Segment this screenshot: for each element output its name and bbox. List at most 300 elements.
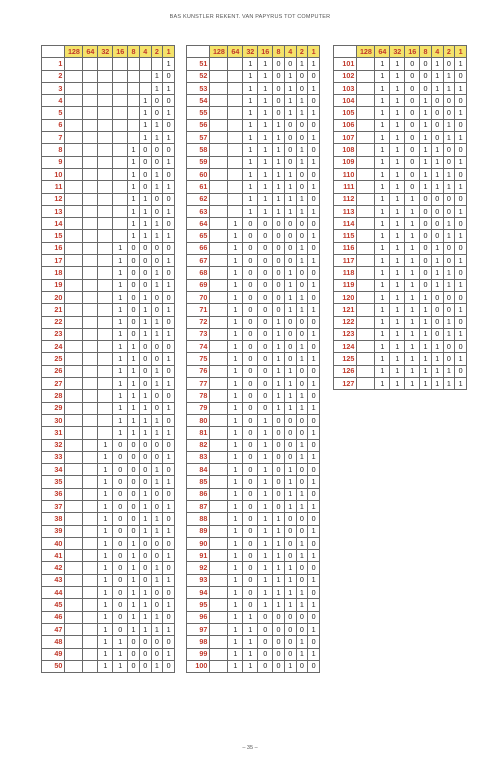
table-row [42, 513, 175, 525]
bit-cell: 0 [243, 574, 258, 586]
bit-cell: 0 [258, 611, 273, 623]
bit-cell: 0 [243, 230, 258, 242]
bit-cell: 1 [284, 402, 296, 414]
bit-cell [113, 95, 128, 107]
bit-cell: 0 [284, 255, 296, 267]
bit-cell [210, 390, 228, 402]
bit-cell [357, 304, 375, 316]
bit-cell [113, 181, 128, 193]
table-row [187, 525, 320, 537]
bit-cell: 0 [163, 488, 175, 500]
bit-cell: 0 [273, 427, 285, 439]
bit-cell: 0 [284, 427, 296, 439]
bit-cell: 0 [273, 304, 285, 316]
bit-cell: 1 [151, 611, 163, 623]
bit-cell [65, 550, 83, 562]
bit-cell: 0 [139, 451, 151, 463]
bit-cell: 0 [163, 660, 175, 672]
bit-cell: 0 [151, 402, 163, 414]
bit-cell: 0 [284, 144, 296, 156]
table-row [42, 119, 175, 131]
table-row [334, 328, 467, 340]
bit-cell [98, 181, 113, 193]
table-row [42, 414, 175, 426]
decimal-number: 37 [42, 500, 65, 512]
bit-cell: 0 [151, 156, 163, 168]
table-row [42, 353, 175, 365]
bit-cell: 1 [258, 414, 273, 426]
bit-cell: 1 [308, 599, 320, 611]
table-row [187, 402, 320, 414]
bit-cell: 1 [308, 328, 320, 340]
bit-cell [228, 144, 243, 156]
decimal-number: 22 [42, 316, 65, 328]
bit-cell: 0 [431, 193, 443, 205]
bit-cell [210, 70, 228, 82]
bit-cell [128, 95, 140, 107]
bit-cell: 0 [420, 205, 432, 217]
bit-cell [210, 291, 228, 303]
bit-cell: 0 [296, 181, 308, 193]
decimal-number: 1 [42, 58, 65, 70]
bit-cell: 1 [98, 660, 113, 672]
bit-cell: 0 [296, 119, 308, 131]
decimal-number: 90 [187, 537, 210, 549]
bit-cell: 1 [113, 365, 128, 377]
bit-cell: 1 [98, 550, 113, 562]
bit-cell: 1 [151, 525, 163, 537]
bit-cell: 0 [258, 218, 273, 230]
table-row [42, 82, 175, 94]
bit-cell: 0 [243, 267, 258, 279]
bit-cell: 1 [284, 181, 296, 193]
bit-cell [128, 70, 140, 82]
bit-cell: 1 [98, 525, 113, 537]
bit-cell [151, 58, 163, 70]
bit-cell: 1 [113, 353, 128, 365]
bit-cell: 0 [296, 132, 308, 144]
decimal-number: 111 [334, 181, 357, 193]
bit-cell: 1 [390, 144, 405, 156]
decimal-number: 92 [187, 562, 210, 574]
bit-cell: 1 [128, 341, 140, 353]
running-header: BAS KUNSTLER REKENT. VAN PAPYRUS TOT COMPUTER [169, 14, 331, 20]
bit-cell: 0 [405, 119, 420, 131]
table-row [334, 316, 467, 328]
bit-cell [139, 58, 151, 70]
bit-cell: 1 [113, 427, 128, 439]
bit-cell: 0 [128, 242, 140, 254]
bit-cell: 0 [139, 181, 151, 193]
bit-cell: 1 [296, 144, 308, 156]
bit-cell: 1 [405, 279, 420, 291]
bit-cell [65, 451, 83, 463]
bit-cell: 0 [296, 168, 308, 180]
bit-cell [128, 82, 140, 94]
bit-cell: 1 [163, 451, 175, 463]
bit-cell: 0 [163, 390, 175, 402]
decimal-number: 105 [334, 107, 357, 119]
bit-cell: 1 [98, 464, 113, 476]
decimal-number: 89 [187, 525, 210, 537]
decimal-number: 11 [42, 181, 65, 193]
bit-cell [210, 168, 228, 180]
bit-cell: 1 [243, 660, 258, 672]
decimal-number: 44 [42, 587, 65, 599]
bit-cell [65, 574, 83, 586]
bit-cell: 0 [284, 636, 296, 648]
bit-cell: 1 [284, 168, 296, 180]
bit-cell: 1 [284, 267, 296, 279]
bit-cell: 1 [375, 291, 390, 303]
bit-cell: 1 [455, 58, 467, 70]
bit-cell: 0 [163, 636, 175, 648]
bit-cell: 1 [228, 230, 243, 242]
bit-cell [83, 587, 98, 599]
bit-cell: 0 [273, 279, 285, 291]
bit-cell [65, 328, 83, 340]
bit-cell [83, 181, 98, 193]
bit-cell: 0 [151, 341, 163, 353]
decimal-number: 67 [187, 255, 210, 267]
bit-cell: 1 [113, 378, 128, 390]
bit-cell [128, 132, 140, 144]
bit-cell: 1 [273, 378, 285, 390]
bit-cell [98, 255, 113, 267]
decimal-number: 56 [187, 119, 210, 131]
bit-cell: 0 [151, 291, 163, 303]
bit-cell: 0 [128, 304, 140, 316]
bit-cell: 1 [258, 562, 273, 574]
bit-cell [210, 513, 228, 525]
decimal-number: 86 [187, 488, 210, 500]
decimal-number: 46 [42, 611, 65, 623]
table-row [42, 58, 175, 70]
bit-cell: 1 [273, 562, 285, 574]
bit-cell: 0 [284, 513, 296, 525]
column-header-4: 4 [284, 46, 296, 58]
bit-cell: 1 [273, 402, 285, 414]
bit-cell: 1 [273, 132, 285, 144]
bit-cell: 0 [443, 304, 455, 316]
bit-cell [83, 599, 98, 611]
bit-cell [228, 168, 243, 180]
bit-cell: 0 [455, 218, 467, 230]
table-row [187, 95, 320, 107]
bit-cell: 0 [455, 144, 467, 156]
bit-cell: 0 [284, 353, 296, 365]
bit-cell: 0 [296, 82, 308, 94]
bit-cell: 1 [163, 82, 175, 94]
table-row [187, 279, 320, 291]
page-number: – 35 – [242, 745, 258, 751]
column-header-128: 128 [210, 46, 228, 58]
bit-cell: 0 [243, 378, 258, 390]
table-row [42, 648, 175, 660]
bit-cell: 1 [390, 193, 405, 205]
bit-cell: 1 [443, 378, 455, 390]
bit-cell [98, 291, 113, 303]
bit-cell: 0 [258, 365, 273, 377]
bit-cell: 0 [296, 230, 308, 242]
bit-cell: 0 [443, 156, 455, 168]
bit-cell: 0 [284, 132, 296, 144]
table-row [334, 218, 467, 230]
bit-cell [65, 291, 83, 303]
bit-cell [65, 82, 83, 94]
decimal-number: 91 [187, 550, 210, 562]
bit-cell: 1 [258, 181, 273, 193]
bit-cell: 1 [258, 599, 273, 611]
decimal-number: 118 [334, 267, 357, 279]
decimal-number: 127 [334, 378, 357, 390]
bit-cell [210, 525, 228, 537]
bit-cell: 1 [113, 328, 128, 340]
table-row [42, 193, 175, 205]
table-row [42, 587, 175, 599]
bit-cell: 0 [431, 95, 443, 107]
bit-cell: 0 [455, 267, 467, 279]
bit-cell [357, 341, 375, 353]
bit-cell: 1 [443, 230, 455, 242]
bit-cell: 1 [455, 205, 467, 217]
decimal-number: 43 [42, 574, 65, 586]
bit-cell [98, 107, 113, 119]
bit-cell [357, 230, 375, 242]
table-row [42, 168, 175, 180]
bit-cell: 1 [163, 402, 175, 414]
bit-cell: 1 [163, 328, 175, 340]
bit-cell: 1 [113, 660, 128, 672]
table-row [42, 660, 175, 672]
bit-cell [65, 156, 83, 168]
bit-cell: 1 [443, 218, 455, 230]
bit-cell [65, 132, 83, 144]
bit-cell: 0 [139, 476, 151, 488]
column-header-32: 32 [243, 46, 258, 58]
bit-cell: 1 [128, 427, 140, 439]
table-row [42, 378, 175, 390]
decimal-number: 94 [187, 587, 210, 599]
bit-cell: 1 [405, 353, 420, 365]
bit-cell: 1 [258, 587, 273, 599]
bit-cell: 0 [113, 451, 128, 463]
column-header-64: 64 [228, 46, 243, 58]
bit-cell: 0 [243, 316, 258, 328]
bit-cell: 1 [296, 451, 308, 463]
bit-cell: 1 [163, 304, 175, 316]
bit-cell: 0 [296, 525, 308, 537]
bit-cell: 0 [273, 451, 285, 463]
bit-cell: 0 [420, 255, 432, 267]
bit-cell: 1 [139, 414, 151, 426]
bit-cell: 1 [98, 476, 113, 488]
bit-cell: 0 [139, 378, 151, 390]
bit-cell [98, 119, 113, 131]
bit-cell: 0 [284, 648, 296, 660]
bit-cell [228, 181, 243, 193]
bit-cell [98, 427, 113, 439]
bit-cell: 1 [273, 328, 285, 340]
bit-cell: 1 [308, 304, 320, 316]
bit-cell: 1 [375, 304, 390, 316]
bit-cell: 1 [139, 513, 151, 525]
column-header-8: 8 [420, 46, 432, 58]
bit-cell: 0 [243, 464, 258, 476]
bit-cell: 1 [455, 181, 467, 193]
bit-cell [65, 70, 83, 82]
bit-cell: 1 [139, 95, 151, 107]
bit-cell: 1 [163, 353, 175, 365]
bit-cell: 0 [420, 58, 432, 70]
bit-cell: 0 [243, 353, 258, 365]
bit-cell: 1 [258, 156, 273, 168]
decimal-number: 57 [187, 132, 210, 144]
bit-cell [65, 636, 83, 648]
bit-cell: 0 [273, 267, 285, 279]
decimal-number: 24 [42, 341, 65, 353]
bit-cell [210, 636, 228, 648]
bit-cell: 1 [455, 230, 467, 242]
bit-cell: 1 [273, 316, 285, 328]
decimal-number: 54 [187, 95, 210, 107]
bit-cell: 1 [273, 587, 285, 599]
decimal-number: 14 [42, 218, 65, 230]
bit-cell [113, 144, 128, 156]
bit-cell [210, 562, 228, 574]
bit-cell [83, 82, 98, 94]
bit-cell: 1 [128, 218, 140, 230]
bit-cell: 0 [455, 168, 467, 180]
bit-cell: 0 [273, 476, 285, 488]
decimal-number: 93 [187, 574, 210, 586]
bit-cell [83, 488, 98, 500]
bit-cell: 1 [284, 82, 296, 94]
bit-cell: 0 [308, 267, 320, 279]
bit-cell [228, 193, 243, 205]
bit-cell: 0 [258, 378, 273, 390]
bit-cell: 0 [163, 218, 175, 230]
bit-cell: 1 [390, 58, 405, 70]
table-row [187, 218, 320, 230]
bit-cell: 1 [128, 550, 140, 562]
bit-cell: 0 [284, 341, 296, 353]
bit-cell [65, 599, 83, 611]
bit-cell: 0 [243, 562, 258, 574]
bit-cell: 1 [228, 550, 243, 562]
bit-cell: 1 [273, 144, 285, 156]
bit-cell: 0 [151, 537, 163, 549]
bit-cell: 0 [443, 341, 455, 353]
bit-cell: 0 [258, 623, 273, 635]
bit-cell: 1 [139, 193, 151, 205]
bit-cell: 1 [405, 365, 420, 377]
bit-cell: 0 [284, 623, 296, 635]
bit-cell: 1 [296, 537, 308, 549]
bit-cell: 1 [308, 156, 320, 168]
bit-cell: 0 [139, 636, 151, 648]
bit-cell: 1 [258, 70, 273, 82]
bit-cell: 1 [128, 402, 140, 414]
bit-cell: 1 [273, 119, 285, 131]
table-row [42, 611, 175, 623]
bit-cell: 0 [308, 119, 320, 131]
bit-cell [228, 205, 243, 217]
bit-cell: 0 [284, 537, 296, 549]
bit-cell [65, 353, 83, 365]
bit-cell: 0 [139, 660, 151, 672]
bit-cell [65, 414, 83, 426]
bit-cell: 1 [443, 119, 455, 131]
decimal-number: 107 [334, 132, 357, 144]
bit-cell: 1 [284, 464, 296, 476]
bit-cell: 0 [243, 291, 258, 303]
column-header-8: 8 [128, 46, 140, 58]
bit-cell: 0 [273, 255, 285, 267]
decimal-number: 5 [42, 107, 65, 119]
decimal-number: 108 [334, 144, 357, 156]
bit-cell [65, 168, 83, 180]
bit-cell: 1 [431, 267, 443, 279]
bit-cell: 1 [375, 218, 390, 230]
bit-cell: 1 [375, 279, 390, 291]
decimal-number: 53 [187, 82, 210, 94]
decimal-number: 20 [42, 291, 65, 303]
table-row [334, 107, 467, 119]
bit-cell: 0 [405, 144, 420, 156]
bit-cell [65, 402, 83, 414]
bit-cell: 1 [113, 291, 128, 303]
bit-cell: 0 [296, 427, 308, 439]
decimal-number: 71 [187, 304, 210, 316]
bit-cell: 0 [163, 513, 175, 525]
bit-cell [357, 132, 375, 144]
bit-cell: 1 [163, 476, 175, 488]
bit-cell: 0 [284, 611, 296, 623]
decimal-number: 76 [187, 365, 210, 377]
bit-cell [83, 500, 98, 512]
bit-cell [357, 144, 375, 156]
bit-cell [98, 193, 113, 205]
bit-cell: 1 [128, 230, 140, 242]
bit-cell: 0 [113, 476, 128, 488]
bit-cell: 1 [284, 488, 296, 500]
bit-cell: 1 [375, 341, 390, 353]
bit-cell: 0 [139, 574, 151, 586]
bit-cell: 0 [284, 439, 296, 451]
decimal-number: 69 [187, 279, 210, 291]
bit-cell: 0 [163, 537, 175, 549]
bit-cell: 1 [139, 500, 151, 512]
bit-cell: 0 [258, 636, 273, 648]
table-row [42, 267, 175, 279]
bit-cell: 0 [308, 168, 320, 180]
bit-cell: 1 [139, 611, 151, 623]
bit-cell: 0 [258, 316, 273, 328]
bit-cell: 0 [128, 488, 140, 500]
table-row [187, 205, 320, 217]
column-header-32: 32 [390, 46, 405, 58]
bit-cell: 0 [163, 70, 175, 82]
bit-cell: 0 [273, 58, 285, 70]
bit-cell [83, 341, 98, 353]
decimal-number: 2 [42, 70, 65, 82]
table-row [42, 439, 175, 451]
bit-cell: 1 [455, 353, 467, 365]
bit-cell: 0 [405, 156, 420, 168]
bit-cell: 1 [98, 599, 113, 611]
bit-cell: 0 [163, 439, 175, 451]
